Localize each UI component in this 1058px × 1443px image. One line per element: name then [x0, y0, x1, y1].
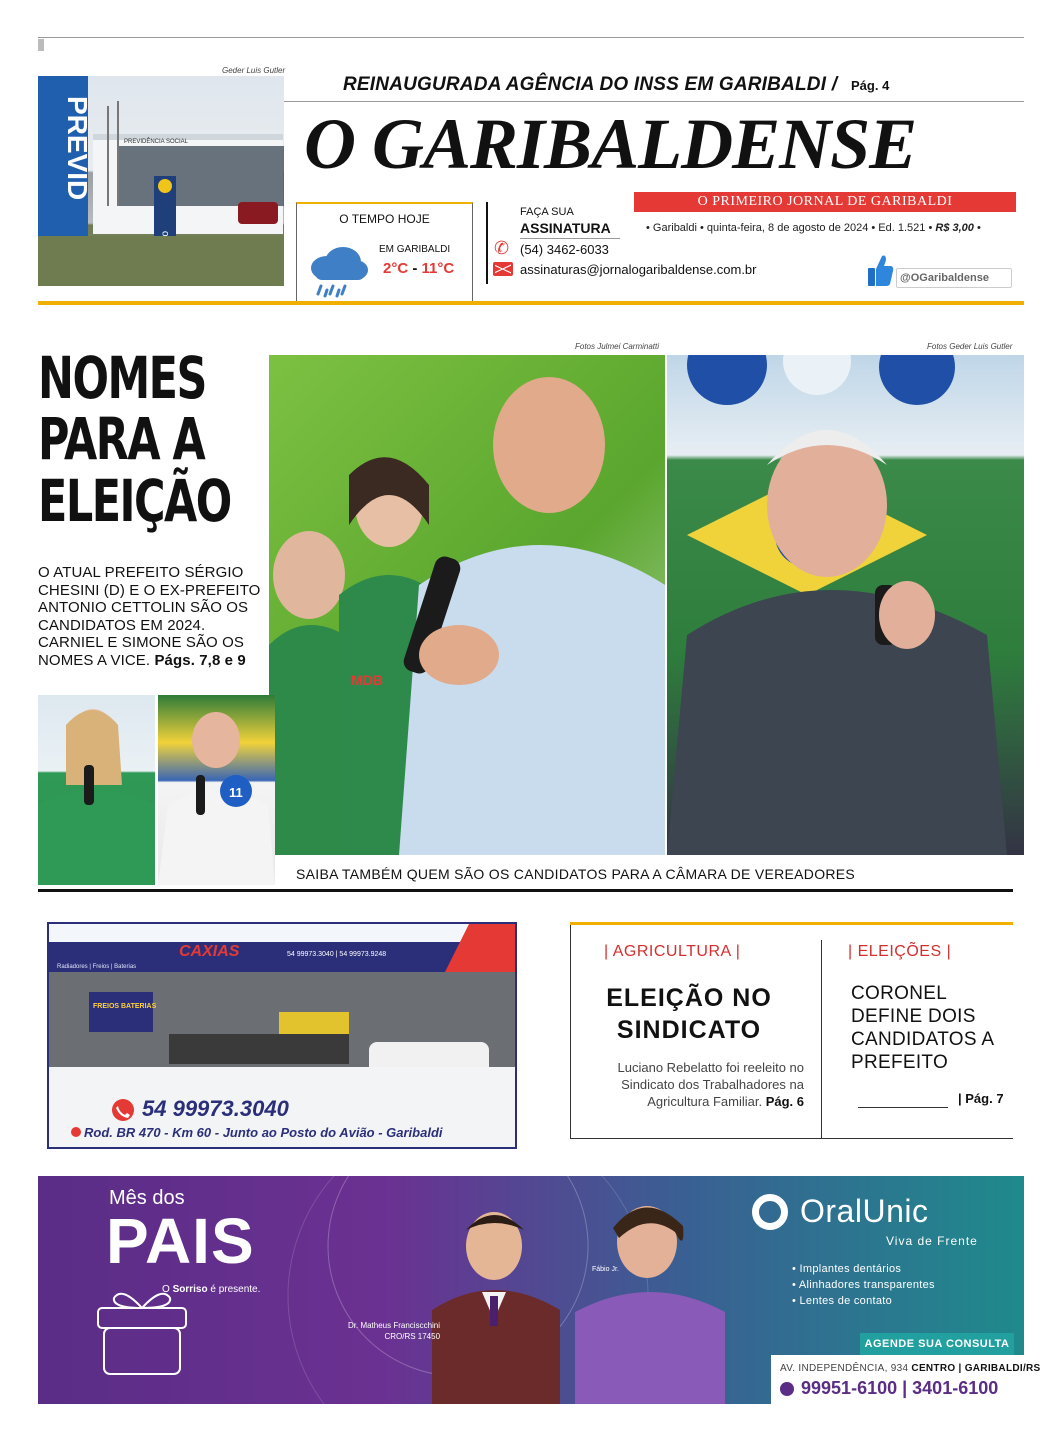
- vice-candidate-photo: [38, 695, 155, 885]
- news-2-kicker: | ELEIÇÕES |: [848, 943, 952, 960]
- teaser-rule: [284, 101, 1024, 102]
- inss-sign: PREVID: [62, 96, 93, 201]
- photo-credit-left: Fotos Julmei Carminatti: [575, 342, 660, 351]
- edition-price-suffix: •: [976, 222, 981, 234]
- oralunic-logo-icon: [752, 1194, 788, 1230]
- ad-mes-dos: Mês dos: [109, 1187, 185, 1209]
- mail-icon: [493, 262, 513, 276]
- subscription-divider: [520, 238, 620, 239]
- masthead-tagline: O PRIMEIRO JORNAL DE GARIBALDI: [634, 192, 1016, 212]
- phone-separator: |: [897, 1378, 913, 1398]
- dentist-cro: CRO/RS 17450: [384, 1332, 441, 1341]
- subscription-rule: [486, 202, 488, 284]
- teaser-page: Pág. 4: [851, 78, 890, 93]
- headline-line-1: NOMES: [38, 344, 206, 412]
- temp-min: 2°C: [383, 260, 409, 277]
- vereadores-caption[interactable]: SAIBA TAMBÉM QUEM SÃO OS CANDIDATOS PARA A CÂMARA DE VEREADORES: [296, 866, 856, 882]
- photo-chesini-speech: [269, 355, 665, 855]
- ad-pais: PAIS: [106, 1205, 255, 1277]
- radiadores-brand: RADIADORES: [55, 943, 163, 960]
- photo-simone: [38, 695, 155, 885]
- subscription-label[interactable]: ASSINATURA: [520, 220, 611, 236]
- oralunic-address: [780, 1363, 1041, 1374]
- subscription-phone[interactable]: (54) 3462-6033: [520, 242, 609, 257]
- social-handle[interactable]: @OGaribaldense: [900, 272, 989, 284]
- oralunic-whatsapp[interactable]: 99951-6100: [801, 1378, 898, 1398]
- inss-building-illustration: [38, 76, 284, 286]
- header-gold-rule: [38, 301, 1024, 305]
- top-rule: [38, 37, 1024, 38]
- dentist-name: Dr. Matheus Franciscchini: [348, 1321, 441, 1330]
- address-city: CENTRO | GARIBALDI/RS: [911, 1363, 1041, 1374]
- inss-agency-photo: [38, 76, 284, 286]
- sorriso-bold: Sorriso: [172, 1284, 208, 1295]
- news-1-body: [574, 1059, 804, 1110]
- inss-banner: PREVIDÊNCIA SOCIAL: [124, 139, 189, 145]
- gift-icon: [92, 1284, 192, 1378]
- teaser-separator: /: [831, 74, 838, 95]
- temp-max: 11°C: [421, 260, 455, 277]
- newspaper-masthead[interactable]: O GARIBALDENSE: [304, 104, 917, 184]
- edition-text: • Garibaldi • quinta-feira, 8 de agosto de 2024 • Ed. 1.521 •: [646, 222, 933, 234]
- photo-credit-inss: Geder Luis Gutler: [222, 66, 286, 75]
- service-item: • Lentes de contato: [792, 1295, 893, 1307]
- section-rule: [38, 889, 1013, 892]
- main-headline[interactable]: [38, 344, 231, 535]
- news-1-text: Luciano Rebelatto foi reeleito no Sindicato dos Trabalhadores na Agricultura Familiar.: [617, 1060, 804, 1109]
- page-marker: [38, 39, 44, 51]
- dentist-photo: [432, 1200, 560, 1404]
- celebrity-caption: Fábio Jr.: [592, 1266, 619, 1273]
- freios-baterias-sign: FREIOS BATERIAS: [93, 1003, 157, 1010]
- news-2-rule: [858, 1107, 948, 1108]
- oralunic-brand[interactable]: OralUnic: [800, 1193, 929, 1229]
- news-1-page: Pág. 6: [765, 1094, 804, 1109]
- rain-cloud-icon: [305, 242, 371, 300]
- photo-cettolin-speech: [667, 355, 1024, 855]
- weather-title: O TEMPO HOJE: [339, 212, 430, 226]
- celebrity-photo: [575, 1192, 725, 1404]
- news-divider: [821, 940, 822, 1138]
- edition-price: R$ 3,00: [935, 222, 974, 234]
- news-2-title[interactable]: CORONEL DEFINE DOIS CANDIDATOS A PREFEITO: [851, 983, 994, 1073]
- headline-line-2: PARA A: [38, 405, 205, 474]
- oralunic-services: [792, 1261, 935, 1309]
- sorriso-post: é presente.: [207, 1284, 261, 1295]
- address-street: AV. INDEPENDÊNCIA, 934: [780, 1363, 909, 1374]
- oralunic-tagline: Viva de Frente: [886, 1234, 978, 1248]
- main-story-deck: [38, 564, 273, 669]
- weather-city: EM GARIBALDI: [379, 244, 451, 255]
- radiadores-phone[interactable]: 54 99973.3040: [142, 1096, 289, 1121]
- temp-separator: -: [408, 260, 422, 277]
- service-item: • Implantes dentários: [792, 1263, 902, 1275]
- weather-temperature: [383, 260, 454, 277]
- schedule-consultation-button[interactable]: AGENDE SUA CONSULTA: [860, 1333, 1014, 1355]
- candidate-photo-illustration: [269, 355, 665, 855]
- news-1-title[interactable]: ELEIÇÃO NO SINDICATO: [606, 984, 772, 1044]
- candidate-number-badge: 11: [229, 785, 243, 800]
- photo-credit-right: Fotos Geder Luis Gutler: [927, 342, 1013, 351]
- teaser-text[interactable]: REINAUGURADA AGÊNCIA DO INSS EM GARIBALDI: [343, 74, 827, 95]
- subscription-label-small: FAÇA SUA: [520, 206, 574, 218]
- caxias-brand: CAXIAS: [179, 943, 240, 960]
- whatsapp-icon: [780, 1382, 794, 1396]
- news-1-kicker: | AGRICULTURA |: [604, 943, 741, 960]
- vice-candidate-photo-2: [158, 695, 275, 885]
- oralunic-phone[interactable]: 3401-6100: [912, 1378, 999, 1398]
- sorriso-pre: O: [162, 1284, 173, 1295]
- mdb-shirt-text: MDB: [351, 672, 383, 688]
- service-item: • Alinhadores transparentes: [792, 1279, 935, 1291]
- candidate-photo-illustration-2: [667, 355, 1024, 855]
- deck-pages: Págs. 7,8 e 9: [154, 651, 246, 669]
- oralunic-phones[interactable]: [780, 1378, 998, 1399]
- news-gold-rule: [570, 922, 1013, 925]
- news-2-page: | Pág. 7: [958, 1091, 1004, 1106]
- photo-carniel: [158, 695, 275, 885]
- top-teaser-headline[interactable]: [343, 74, 837, 96]
- dentist-caption: [348, 1320, 440, 1342]
- deck-text: O ATUAL PREFEITO SÉRGIO CHESINI (D) E O EX-PREFEITO ANTONIO CETTOLIN SÃO OS CANDIDATOS EM 2024. CARNIEL E SIMONE SÃO OS NOMES A VICE.: [38, 564, 261, 669]
- headline-line-3: ELEIÇÃO: [38, 466, 231, 535]
- phone-icon: ✆: [494, 238, 510, 258]
- subscription-email[interactable]: assinaturas@jornalogaribaldense.com.br: [520, 262, 757, 277]
- facebook-like-icon: [866, 252, 894, 288]
- radiadores-address: Rod. BR 470 - Km 60 - Junto ao Posto do Avião - Garibaldi: [84, 1125, 443, 1140]
- sign-phones: 54 99973.3040 | 54 99973.9248: [287, 951, 387, 958]
- sign-services: Radiadores | Freios | Baterias: [57, 964, 137, 970]
- weather-box: [296, 202, 473, 302]
- edition-info: [646, 222, 981, 234]
